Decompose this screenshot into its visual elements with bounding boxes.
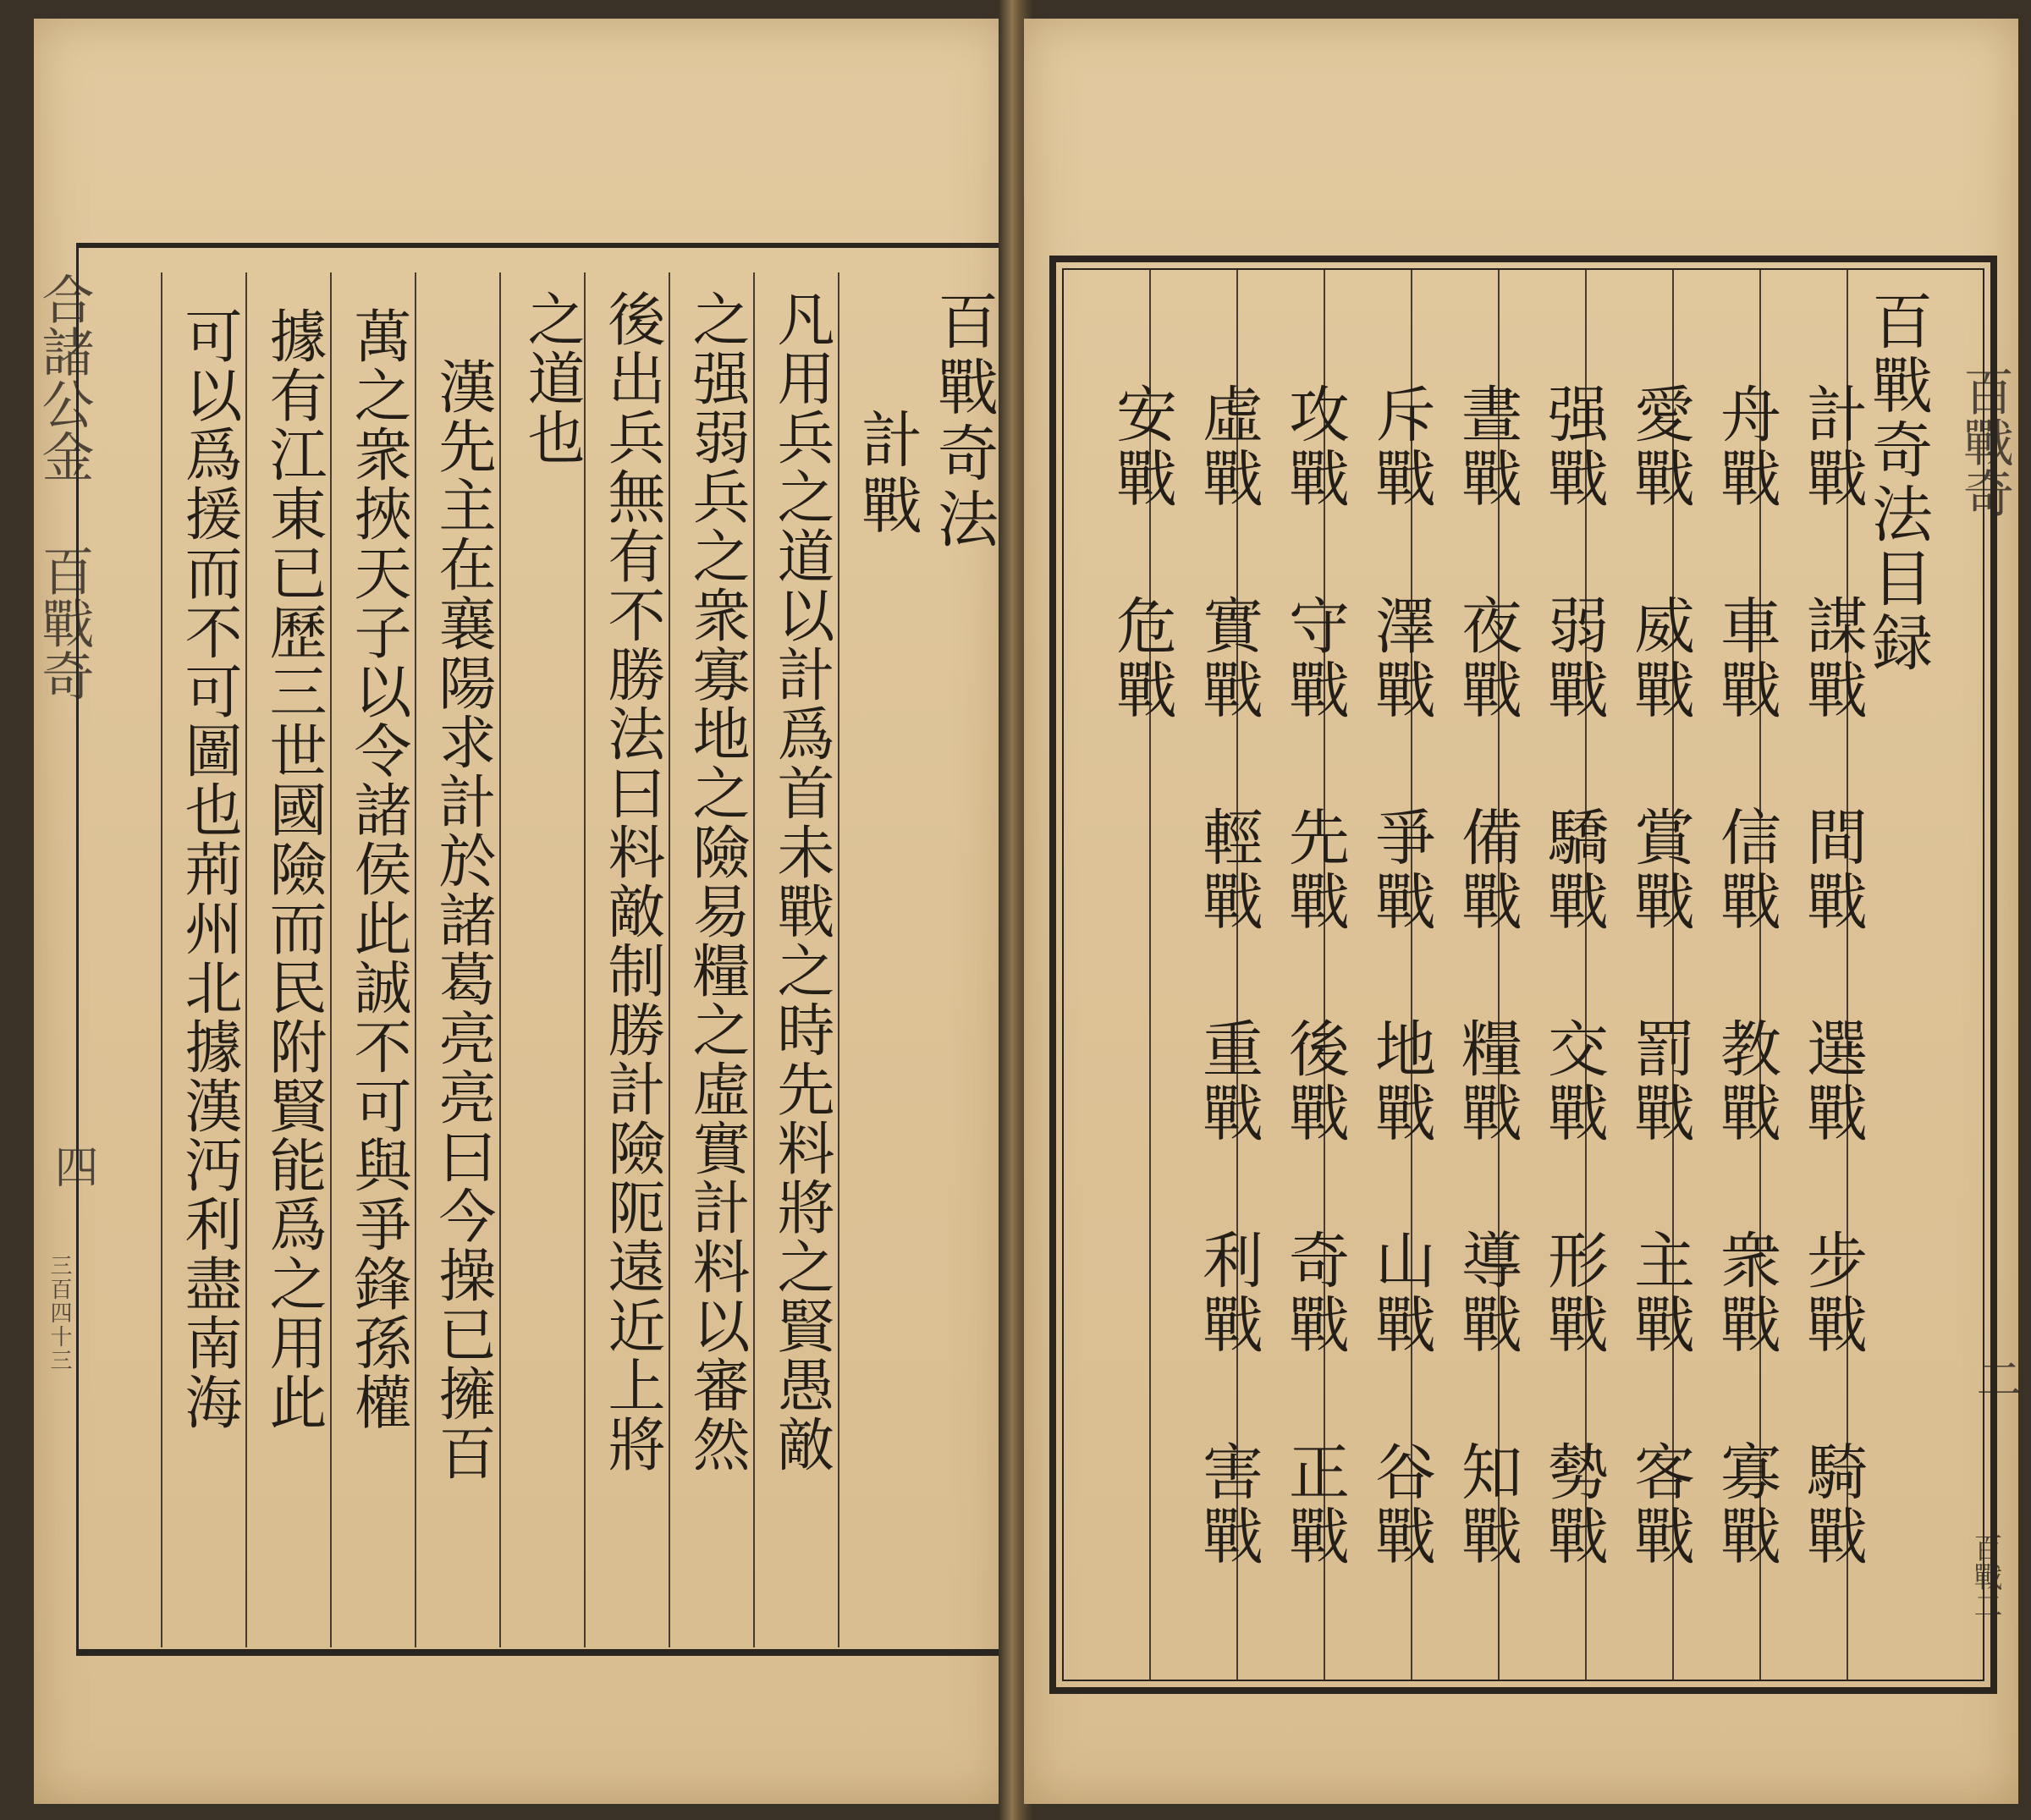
contents-entry: 罰戰: [1624, 1017, 1695, 1146]
contents-entry: 形戰: [1538, 1229, 1609, 1357]
text-column-9: 據有江東已歷三世國險而民附賢能爲之用此: [260, 306, 327, 1432]
contents-entry: 威戰: [1624, 594, 1695, 723]
contents-entry: 夜戰: [1451, 594, 1522, 723]
contents-entry: 安戰: [1106, 382, 1177, 511]
right-margin-folio: 百戰二: [1968, 1533, 2002, 1619]
text-column-8: 萬之衆挾天子以令諸侯此誠不可與爭鋒孫權: [344, 306, 411, 1432]
left-page: [34, 19, 1007, 1804]
column-rule: [161, 272, 162, 1647]
contents-entry: 山戰: [1365, 1229, 1436, 1357]
contents-entry: 選戰: [1797, 1017, 1868, 1146]
contents-entry: 導戰: [1451, 1229, 1522, 1357]
contents-entry: 步戰: [1797, 1229, 1868, 1357]
contents-entry: 輕戰: [1192, 806, 1263, 934]
contents-entry: 斥戰: [1365, 382, 1436, 511]
left-margin-title: 合諸公金 百戰奇: [33, 272, 95, 701]
contents-entry: 間戰: [1797, 806, 1868, 934]
contents-entry: 車戰: [1710, 594, 1781, 723]
contents-entry: 教戰: [1710, 1017, 1781, 1146]
contents-entry: 交戰: [1538, 1017, 1609, 1146]
contents-entry: 愛戰: [1624, 382, 1695, 511]
contents-entry: 爭戰: [1365, 806, 1436, 934]
contents-entry: 正戰: [1279, 1440, 1350, 1569]
contents-entry: 謀戰: [1797, 594, 1868, 723]
contents-entry: 騎戰: [1797, 1440, 1868, 1569]
contents-entry: 害戰: [1192, 1440, 1263, 1569]
contents-entry: 知戰: [1451, 1440, 1522, 1569]
contents-heading: 百戰奇法目録: [1862, 289, 1933, 675]
contents-entry: 糧戰: [1451, 1017, 1522, 1146]
contents-entry: 危戰: [1106, 594, 1177, 723]
contents-entry: 利戰: [1192, 1229, 1263, 1357]
contents-entry: 實戰: [1192, 594, 1263, 723]
text-column-7: 漢先主在襄陽求計於諸葛亮亮曰今操已擁百: [429, 357, 496, 1482]
contents-entry: 守戰: [1279, 594, 1350, 723]
left-text-block: [76, 272, 999, 1647]
contents-entry: 舟戰: [1710, 382, 1781, 511]
contents-entry: 客戰: [1624, 1440, 1695, 1569]
contents-entry: 賞戰: [1624, 806, 1695, 934]
left-margin-folio: 三百四十三: [47, 1254, 72, 1372]
contents-entry: 驕戰: [1538, 806, 1609, 934]
contents-entry: 澤戰: [1365, 594, 1436, 723]
contents-entry: 信戰: [1710, 806, 1781, 934]
contents-entry: 後戰: [1279, 1017, 1350, 1146]
text-column-6: 之道也: [518, 289, 585, 467]
contents-entry: 奇戰: [1279, 1229, 1350, 1357]
right-page: [1024, 19, 2023, 1804]
contents-entry: 重戰: [1192, 1017, 1263, 1146]
right-margin-number: 二: [1969, 1355, 2023, 1401]
text-column-2: 計戰: [851, 408, 922, 540]
contents-entry: 計戰: [1797, 382, 1868, 511]
contents-entry: 强戰: [1538, 382, 1609, 511]
text-column-5: 後出兵無有不勝法曰料敵制勝計險阨遠近上將: [598, 289, 665, 1474]
text-column-10: 可以爲援而不可圖也荊州北據漢沔利盡南海: [175, 306, 242, 1432]
contents-entry: 地戰: [1365, 1017, 1436, 1146]
contents-entry: 主戰: [1624, 1229, 1695, 1357]
text-column-1: 百戰奇法: [927, 289, 999, 553]
contents-entry: 攻戰: [1279, 382, 1350, 511]
contents-entry: 寡戰: [1710, 1440, 1781, 1569]
right-margin-title: 百戰奇: [1955, 366, 2014, 518]
left-margin-number: 四: [47, 1144, 97, 1188]
contents-entry: 虛戰: [1192, 382, 1263, 511]
contents-entry: 先戰: [1279, 806, 1350, 934]
contents-entry: 衆戰: [1710, 1229, 1781, 1357]
contents-entry: 備戰: [1451, 806, 1522, 934]
contents-entry: 弱戰: [1538, 594, 1609, 723]
contents-entry: 晝戰: [1451, 382, 1522, 511]
contents-entry: 勢戰: [1538, 1440, 1609, 1569]
contents-entry: 谷戰: [1365, 1440, 1436, 1569]
text-column-4: 之强弱兵之衆寡地之險易糧之虛實計料以審然: [683, 289, 750, 1474]
text-column-3: 凡用兵之道以計爲首未戰之時先料將之賢愚敵: [768, 289, 834, 1474]
